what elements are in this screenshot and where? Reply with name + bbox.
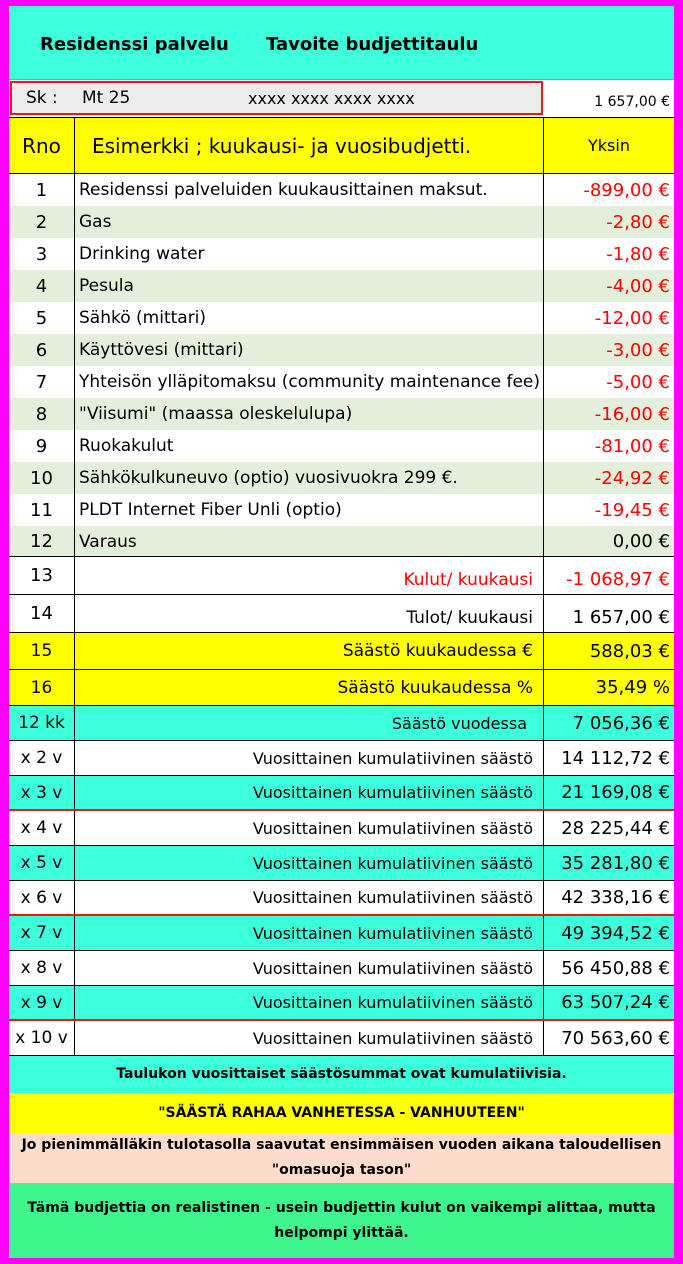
row-number: 2: [9, 206, 75, 238]
period-label: x 5 v: [9, 846, 75, 880]
expense-row: [9, 494, 674, 526]
expense-description: Pesula: [75, 270, 544, 302]
row-number: 16: [9, 670, 75, 705]
row-number: 15: [9, 633, 75, 669]
expense-description: Käyttövesi (mittari): [75, 334, 544, 366]
expense-row: [9, 398, 674, 430]
period-label: x 8 v: [9, 951, 75, 985]
yearly-label: Vuosittainen kumulatiivinen säästö: [75, 846, 544, 880]
account-number: xxxx xxxx xxxx xxxx: [248, 89, 415, 108]
yearly-label: Vuosittainen kumulatiivinen säästö: [75, 776, 544, 809]
account-row: [9, 79, 674, 117]
income-total-row: [9, 595, 674, 633]
yearly-row: [9, 776, 674, 811]
expense-amount: 0,00 €: [612, 531, 670, 552]
period-label: x 10 v: [9, 1021, 75, 1055]
period-label: 12 kk: [9, 706, 75, 740]
yearly-label: Vuosittainen kumulatiivinen säästö: [75, 1021, 544, 1055]
title-bar: [9, 6, 674, 79]
expense-description: Ruokakulut: [75, 430, 544, 462]
expense-row: [9, 366, 674, 398]
income-amount: 1 657,00 €: [572, 607, 670, 628]
yearly-amount: 63 507,24 €: [561, 992, 670, 1013]
yearly-label: Vuosittainen kumulatiivinen säästö: [75, 951, 544, 985]
cumulative-note: Taulukon vuosittaiset säästösummat ovat kumulatiivisia.: [9, 1056, 674, 1093]
yearly-row: [9, 811, 674, 846]
saving-month-row: [9, 633, 674, 670]
yearly-amount: 49 394,52 €: [561, 922, 670, 944]
budget-sheet: [9, 6, 674, 1258]
period-label: x 2 v: [9, 741, 75, 775]
expense-description: Residenssi palveluiden kuukausittainen maksut.: [75, 174, 544, 206]
row-number: 13: [9, 557, 75, 594]
yearly-amount: 14 112,72 €: [561, 747, 670, 769]
income-label: Tulot/ kuukausi: [75, 595, 544, 632]
yearly-amount: 56 450,88 €: [561, 957, 670, 979]
expense-amount: -3,00 €: [606, 339, 670, 361]
col-description: Esimerkki ; kuukausi- ja vuosibudjetti.: [75, 118, 544, 173]
yearly-row: [9, 706, 674, 741]
yearly-row: [9, 741, 674, 776]
service-title: Residenssi palvelu: [40, 34, 229, 55]
yearly-row: [9, 846, 674, 881]
row-number: 7: [9, 366, 75, 398]
expenses-total-row: [9, 556, 674, 595]
expense-description: Sähkö (mittari): [75, 302, 544, 334]
expense-description: Yhteisön ylläpitomaksu (community maintenance fee): [75, 366, 544, 398]
saving-pct-row: [9, 670, 674, 706]
yearly-label: Säästö vuodessa: [75, 706, 544, 740]
row-number: 5: [9, 302, 75, 334]
yearly-label: Vuosittainen kumulatiivinen säästö: [75, 881, 544, 914]
expense-row: [9, 302, 674, 334]
expense-amount: -12,00 €: [594, 307, 670, 329]
period-label: x 3 v: [9, 776, 75, 809]
account-box: [10, 81, 543, 115]
mt-label: Mt 25: [82, 88, 131, 108]
yearly-amount: 70 563,60 €: [561, 1027, 670, 1049]
row-number: 8: [9, 398, 75, 430]
expense-amount: -16,00 €: [594, 403, 670, 425]
expense-amount: -4,00 €: [606, 275, 670, 297]
yearly-amount: 35 281,80 €: [561, 852, 670, 874]
expense-amount: -81,00 €: [594, 435, 670, 457]
expense-amount: -24,92 €: [594, 467, 670, 489]
expense-amount: -19,45 €: [594, 499, 670, 521]
expense-description: "Viisumi" (maassa oleskelulupa): [75, 398, 544, 430]
yearly-row: [9, 916, 674, 951]
row-number: 4: [9, 270, 75, 302]
expense-amount: -899,00 €: [583, 179, 670, 201]
slogan: "SÄÄSTÄ RAHAA VANHETESSA - VANHUUTEEN": [9, 1093, 674, 1133]
yearly-row: [9, 951, 674, 986]
yearly-row: [9, 881, 674, 916]
row-number: 6: [9, 334, 75, 366]
row-number: 11: [9, 494, 75, 526]
expense-row: [9, 238, 674, 270]
period-label: x 9 v: [9, 986, 75, 1019]
saving-month-amount: 588,03 €: [589, 640, 670, 662]
expense-row: [9, 462, 674, 494]
expense-row: [9, 206, 674, 238]
expense-description: PLDT Internet Fiber Unli (optio): [75, 494, 544, 526]
column-header: [9, 117, 674, 174]
yearly-label: Vuosittainen kumulatiivinen säästö: [75, 741, 544, 775]
page-title: Tavoite budjettitaulu: [266, 34, 479, 55]
yearly-amount: 7 056,36 €: [572, 712, 670, 734]
col-rno: Rno: [9, 118, 75, 173]
yearly-label: Vuosittainen kumulatiivinen säästö: [75, 986, 544, 1019]
expense-amount: -1,80 €: [606, 243, 670, 265]
period-label: x 6 v: [9, 881, 75, 914]
expense-amount: -5,00 €: [606, 371, 670, 393]
realistic-note: Tämä budjettia on realistinen - usein budjettin kulut on vaikempi alittaa, mutta helpompi ylittää.: [9, 1183, 674, 1258]
saving-pct-amount: 35,49 %: [595, 677, 670, 698]
row-number: 12: [9, 526, 75, 557]
expenses-amount: -1 068,97 €: [566, 569, 670, 590]
row-number: 10: [9, 462, 75, 494]
expense-description: Sähkökulkuneuvo (optio) vuosivuokra 299 €.: [75, 462, 544, 494]
first-year-note: Jo pienimmälläkin tulotasolla saavutat ensimmäisen vuoden aikana taloudellisen "omasuoja tason": [9, 1133, 674, 1183]
saving-pct-label: Säästö kuukaudessa %: [75, 670, 544, 705]
yearly-amount: 28 225,44 €: [561, 817, 670, 839]
saving-month-label: Säästö kuukaudessa €: [75, 633, 544, 669]
row-number: 3: [9, 238, 75, 270]
yearly-label: Vuosittainen kumulatiivinen säästö: [75, 811, 544, 845]
row-number: 1: [9, 174, 75, 206]
expense-description: Gas: [75, 206, 544, 238]
expense-description: Varaus: [75, 526, 544, 557]
expense-amount: -2,80 €: [606, 211, 670, 233]
expense-row: [9, 430, 674, 462]
expenses-label: Kulut/ kuukausi: [75, 557, 544, 594]
expense-row: [9, 174, 674, 206]
col-amount: Yksin: [588, 136, 630, 155]
expense-row: [9, 334, 674, 366]
yearly-amount: 21 169,08 €: [561, 782, 670, 803]
yearly-amount: 42 338,16 €: [561, 887, 670, 908]
sk-label: Sk :: [26, 88, 58, 108]
yearly-row: [9, 1021, 674, 1056]
expense-row: [9, 526, 674, 558]
account-balance: 1 657,00 €: [594, 94, 670, 110]
expense-row: [9, 270, 674, 302]
yearly-label: Vuosittainen kumulatiivinen säästö: [75, 916, 544, 950]
period-label: x 4 v: [9, 811, 75, 845]
expense-description: Drinking water: [75, 238, 544, 270]
yearly-row: [9, 986, 674, 1021]
row-number: 14: [9, 595, 75, 632]
row-number: 9: [9, 430, 75, 462]
period-label: x 7 v: [9, 916, 75, 950]
